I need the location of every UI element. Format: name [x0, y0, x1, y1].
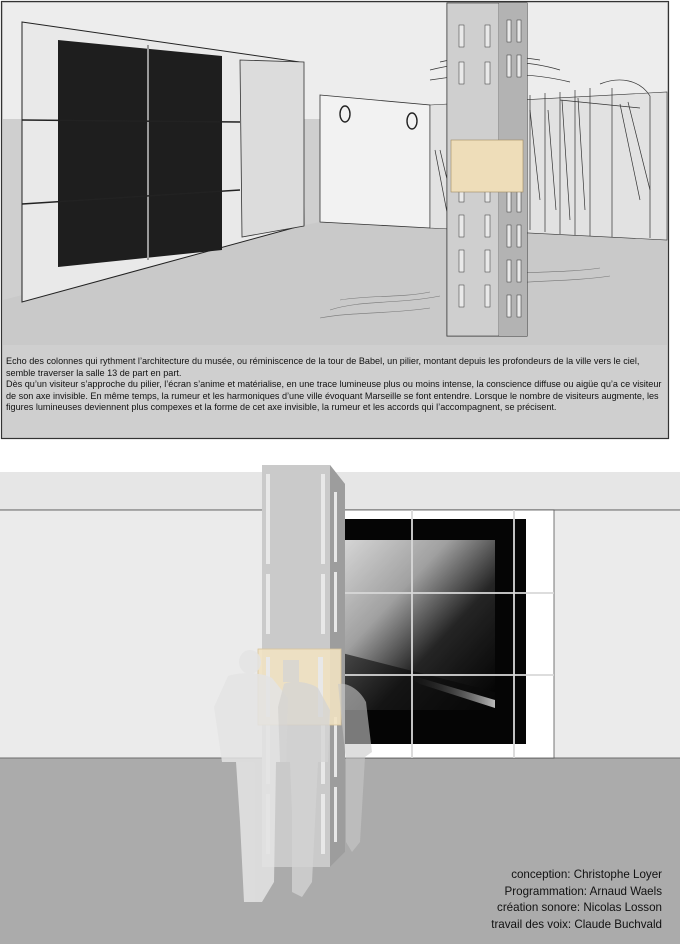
credit-conception: conception: Christophe Loyer [511, 868, 662, 881]
sketch-pillar [447, 3, 527, 336]
credit-travail-voix: travail des voix: Claude Buchvald [491, 917, 662, 931]
description-paragraph-2: Dès qu’un visiteur s’approche du pilier, l’écran s’anime et matérialise, en une trace lumineuse plus ou moins intense, la conscience diffuse ou aigüe qu’a ce visiteur de son axe invisible. En même temps, la rumeur et les harmoniques d’une ville évoquant Marseille se font entendre. Lorsque le nombre de visiteurs augmente, les figures lumineuses deviennent plus compexes et la forme de cet axe invisible, la rumeur et les accords qui l’accompagnent, se précisent. [6, 379, 662, 413]
credit-programmation: Programmation: Arnaud Waels [504, 884, 662, 898]
elevation-panel [0, 462, 680, 944]
credit-creation-sonore: création sonore: Nicolas Losson [497, 901, 662, 914]
sketch-screen [58, 40, 222, 267]
sketch-highlight-band [451, 140, 523, 192]
description [6, 356, 666, 414]
sketch-panel [0, 0, 680, 440]
back-wall [320, 95, 430, 228]
credits [491, 867, 662, 933]
description-paragraph-1: Echo des colonnes qui rythment l’architecture du musée, ou réminiscence de la tour de Babel, un pilier, montant depuis les profondeurs de la ville vers le ciel, semble traverser la salle 13 de part en part. [6, 356, 640, 378]
